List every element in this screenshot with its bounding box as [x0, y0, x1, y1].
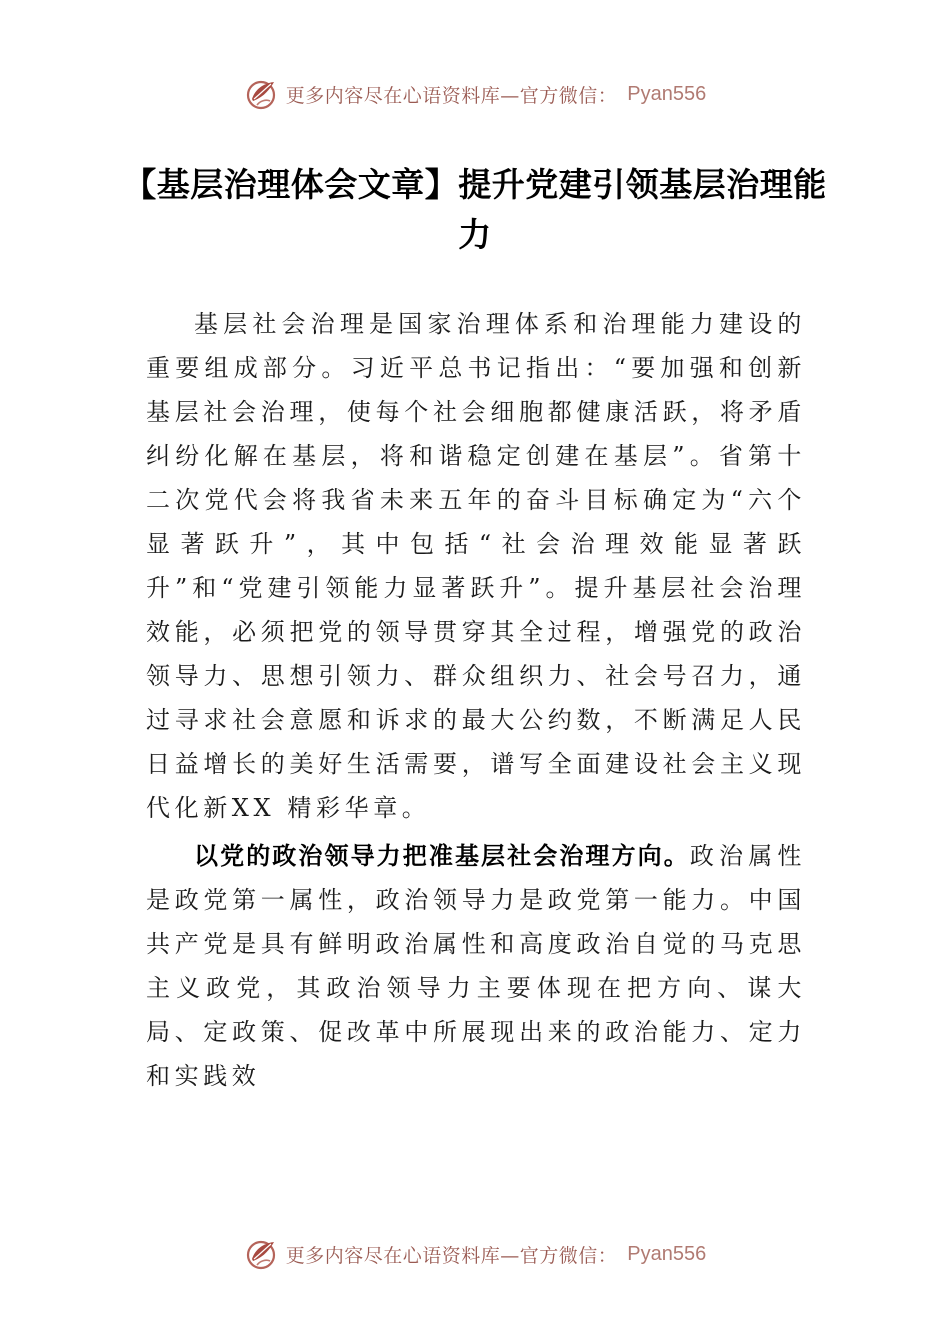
paragraph-intro	[146, 302, 806, 830]
paragraph-text: 基层社会治理是国家治理体系和治理能力建设的重要组成部分。习近平总书记指出：“要加强和创新基层社会治理，使每个社会细胞都健康活跃，将矛盾纠纷化解在基层，将和谐稳定创建在基层”。省第十二次党代会将我省未来五年的奋斗目标确定为“六个显著跃升”，其中包括“社会治理效能显著跃升”和“党建引领能力显著跃升”。提升基层社会治理效能，必须把党的领导贯穿其全过程，增强党的政治领导力、思想引领力、群众组织力、社会号召力，通过寻求社会意愿和诉求的最大公约数，不断满足人民日益增长的美好生活需要，谱写全面建设社会主义现代化新XX 精彩华章。	[146, 310, 806, 822]
paragraph-section-1	[146, 834, 806, 1098]
document-title: 【基层治理体会文章】提升党建引领基层治理能力	[123, 165, 827, 254]
paragraph-text: 政治属性是政党第一属性，政治领导力是政党第一能力。中国共产党是具有鲜明政治属性和高度政治自觉的马克思主义政党，其政治领导力主要体现在把方向、谋大局、定政策、促改革中所展现出来的政治能力、定力和实践效	[146, 842, 806, 1090]
watermark-text: 更多内容尽在心语资料库—官方微信：	[285, 1244, 618, 1267]
wechat-id: Pyan556	[627, 82, 707, 105]
section-lead-sentence: 以党的政治领导力把准基层社会治理方向。	[194, 842, 690, 870]
header-watermark	[0, 72, 950, 116]
leaf-swirl-logo-icon	[244, 1237, 278, 1271]
footer-watermark	[0, 1232, 950, 1276]
watermark-text: 更多内容尽在心语资料库—官方微信：	[285, 84, 618, 107]
wechat-id: Pyan556	[627, 1242, 707, 1265]
leaf-swirl-logo-icon	[244, 77, 278, 111]
